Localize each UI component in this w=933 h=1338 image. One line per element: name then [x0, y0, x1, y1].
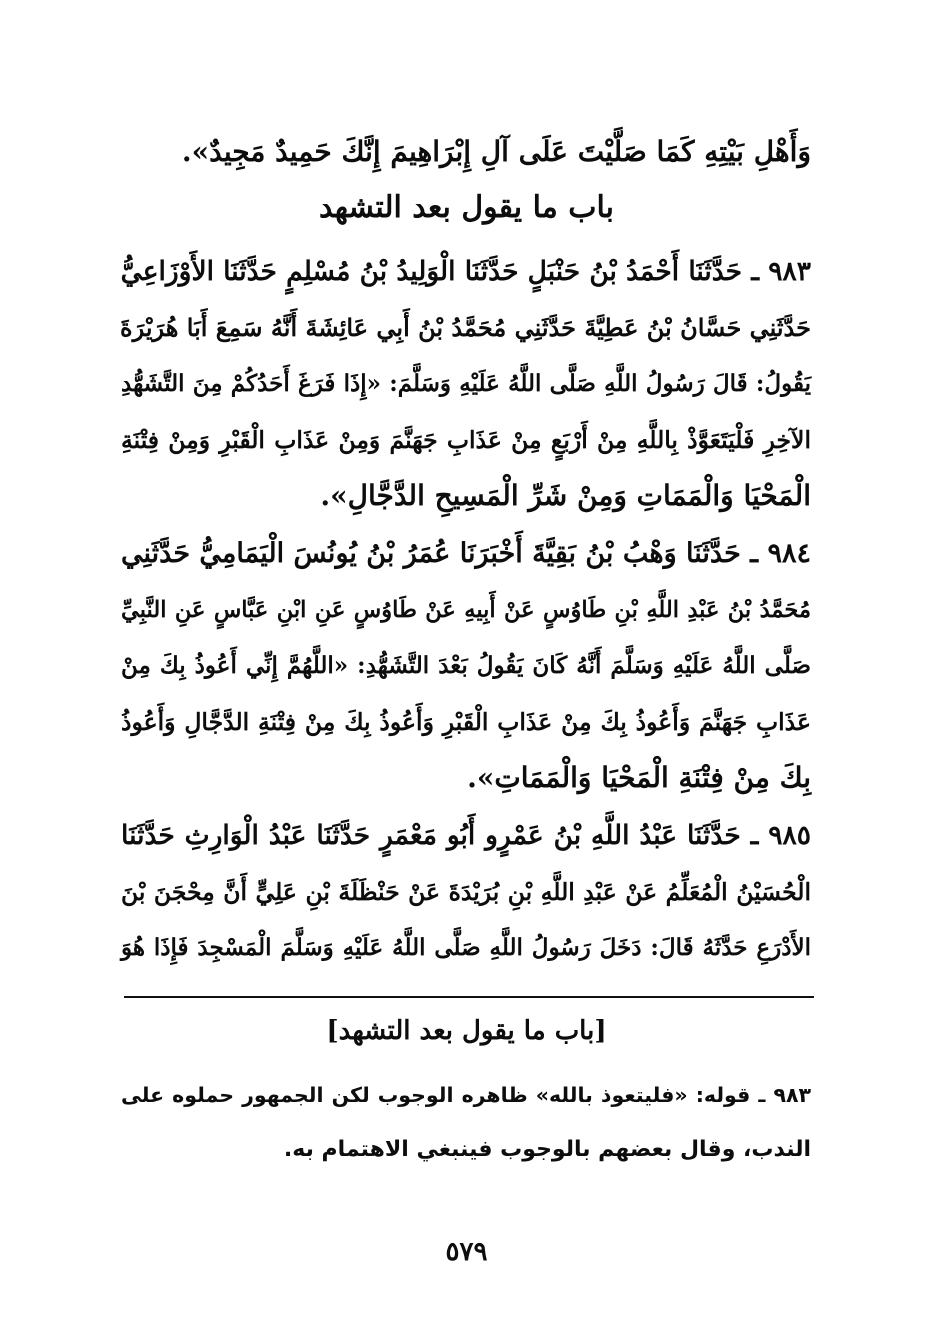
hadith-985-line-2: الْحُسَيْنُ الْمُعَلِّمُ عَنْ عَبْدِ اللَّهِ بْنِ بُرَيْدَةَ عَنْ حَنْظَلَةَ بْنِ عَلِيٍّ أَنَّ مِحْجَنَ بْنَ	[121, 878, 811, 906]
hadith-985-line-3: الأَدْرَعِ حَدَّثَهُ قَالَ: دَخَلَ رَسُولُ اللَّهِ صَلَّى اللَّهُ عَلَيْهِ وَسَلَّمَ الْمَسْجِدَ فَإِذَا هُوَ	[121, 934, 811, 961]
hadith-983-line-2: حَدَّثَنِي حَسَّانُ بْنُ عَطِيَّةَ حَدَّثَنِي مُحَمَّدُ بْنُ أَبِي عَائِشَةَ أَنَّهُ سَمِعَ أَبَا هُرَيْرَةَ	[120, 313, 811, 342]
hadith-984-line-2: مُحَمَّدُ بْنُ عَبْدِ اللَّهِ بْنِ طَاوُسٍ عَنْ أَبِيهِ عَنْ طَاوُسٍ عَنِ ابْنِ عَبَّاسٍ عَنِ النَّبِيِّ	[121, 597, 811, 623]
hadith-984-line-3: صَلَّى اللَّهُ عَلَيْهِ وَسَلَّمَ أَنَّهُ كَانَ يَقُولُ بَعْدَ التَّشَهُّدِ: «اللَّهُمَّ إِنِّي أَعُوذُ بِكَ مِنْ	[121, 652, 811, 679]
footnote-line-2: الندب، وقال بعضهم بالوجوب فينبغي الاهتمام به.	[283, 1137, 811, 1162]
footnote-divider	[124, 996, 814, 998]
hadith-984-line-5: بِكَ مِنْ فِتْنَةِ الْمَحْيَا وَالْمَمَاتِ».	[467, 761, 811, 794]
text-line-continuation: وَأَهْلِ بَيْتِهِ كَمَا صَلَّيْتَ عَلَى آلِ إِبْرَاهِيمَ إِنَّكَ حَمِيدٌ مَجِيدٌ».	[181, 135, 811, 168]
footnote-line-1: ٩٨٣ ـ قوله: «فليتعوذ بالله» ظاهره الوجوب لكن الجمهور حملوه على	[121, 1083, 811, 1107]
hadith-984-line-4: عَذَابِ جَهَنَّمَ وَأَعُوذُ بِكَ مِنْ عَذَابِ الْقَبْرِ وَأَعُوذُ بِكَ مِنْ فِتْنَةِ الدَّجَّالِ وَأَعُوذُ	[121, 708, 811, 736]
hadith-983-line-1: ٩٨٣ ـ حَدَّثَنَا أَحْمَدُ بْنُ حَنْبَلٍ حَدَّثَنَا الْوَلِيدُ بْنُ مُسْلِمٍ حَدَّثَنَا الأَوْزَاعِيُّ	[120, 256, 811, 287]
hadith-983-line-5: الْمَحْيَا وَالْمَمَاتِ وَمِنْ شَرِّ الْمَسِيحِ الدَّجَّالِ».	[320, 479, 811, 512]
page-number: ٥٧٩	[445, 1237, 488, 1267]
hadith-983-line-4: الآخِرِ فَلْيَتَعَوَّذْ بِاللَّهِ مِنْ أَرْبَعٍ مِنْ عَذَابِ جَهَنَّمَ وَمِنْ عَذَابِ الْقَبْرِ وَمِنْ فِتْنَةِ	[121, 426, 811, 454]
footnote-heading: [باب ما يقول بعد التشهد]	[326, 1016, 607, 1046]
hadith-983-line-3: يَقُولُ: قَالَ رَسُولُ اللَّهِ صَلَّى اللَّهُ عَلَيْهِ وَسَلَّمَ: «إِذَا فَرَغَ أَحَدُكُمْ مِنَ التَّشَهُّدِ	[121, 370, 811, 397]
hadith-984-line-1: ٩٨٤ ـ حَدَّثَنَا وَهْبُ بْنُ بَقِيَّةَ أَخْبَرَنَا عُمَرُ بْنُ يُونُسَ الْيَمَامِيُّ حَدَّثَنِي	[121, 538, 811, 569]
hadith-985-line-1: ٩٨٥ ـ حَدَّثَنَا عَبْدُ اللَّهِ بْنُ عَمْرٍو أَبُو مَعْمَرٍ حَدَّثَنَا عَبْدُ الْوَارِثِ حَدَّثَنَا	[121, 820, 811, 851]
chapter-heading: باب ما يقول بعد التشهد	[319, 190, 614, 225]
